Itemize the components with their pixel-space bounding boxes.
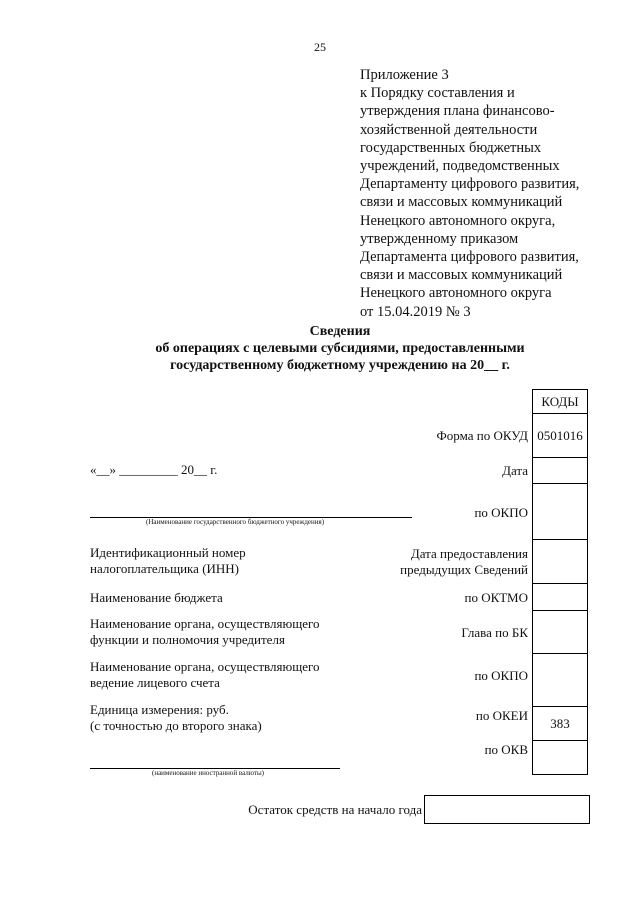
oktmo-label: по ОКТМО xyxy=(464,590,528,605)
unit-label: Единица измерения: руб. xyxy=(90,702,229,717)
oktmo-code-cell xyxy=(533,584,588,611)
balance-label: Остаток средств на начало года xyxy=(248,802,422,817)
okpo-label: по ОКПО xyxy=(474,505,528,520)
okv-label: по ОКВ xyxy=(484,742,528,757)
appendix-line: связи и массовых коммуникаций xyxy=(360,267,563,284)
appendix-line: Ненецкого автономного округа, xyxy=(360,212,556,229)
appendix-line: от 15.04.2019 № 3 xyxy=(360,303,471,320)
inn-label: Идентификационный номер xyxy=(90,545,246,560)
document-title: Сведения xyxy=(309,324,371,339)
page-number: 25 xyxy=(314,40,326,54)
codes-header: КОДЫ xyxy=(533,390,588,414)
inn-label-line2: налогоплательщика (ИНН) xyxy=(90,561,240,576)
budget-label: Наименование бюджета xyxy=(90,590,223,605)
balance-input-box[interactable] xyxy=(424,795,590,824)
glava-bk-label: Глава по БК xyxy=(461,625,528,640)
appendix-line: Департамента цифрового развития, xyxy=(360,249,579,266)
currency-caption: (наименование иностранной валюты) xyxy=(152,769,264,777)
prev-date-label-line2: предыдущих Сведений xyxy=(400,562,528,577)
account-label-line2: ведение лицевого счета xyxy=(90,675,220,690)
account-label: Наименование органа, осуществляющего xyxy=(90,659,320,674)
founder-label-line2: функции и полномочия учредителя xyxy=(90,632,285,647)
prev-date-code-cell xyxy=(533,540,588,584)
appendix-line: учреждений, подведомственных xyxy=(360,158,560,175)
date-label: Дата xyxy=(502,463,528,478)
appendix-line: Ненецкого автономного округа xyxy=(360,285,552,302)
okei-label: по ОКЕИ xyxy=(475,708,528,723)
okud-label: Форма по ОКУД xyxy=(436,428,528,443)
unit-label-line2: (с точностью до второго знака) xyxy=(90,718,262,733)
appendix-line: Департаменту цифрового развития, xyxy=(360,176,580,193)
prev-date-label: Дата предоставления xyxy=(410,546,528,561)
appendix-line: утвержденному приказом xyxy=(360,230,519,247)
okpo2-code-cell xyxy=(533,654,588,707)
appendix-line: к Порядку составления и xyxy=(360,85,515,102)
date-line: «__» _________ 20__ г. xyxy=(90,462,218,477)
appendix-line: связи и массовых коммуникаций xyxy=(360,194,563,211)
institution-caption: (Наименование государственного бюджетного учреждения) xyxy=(146,518,325,526)
appendix-line: Приложение 3 xyxy=(360,67,449,83)
okpo-code-cell xyxy=(533,484,588,540)
okud-code-cell: 0501016 xyxy=(533,414,588,458)
date-code-cell xyxy=(533,458,588,484)
appendix-line: государственных бюджетных xyxy=(360,139,542,156)
appendix-line: утверждения плана финансово- xyxy=(360,103,555,120)
appendix-line: хозяйственной деятельности xyxy=(360,121,538,138)
document-subtitle-line: государственному бюджетному учреждению на 20__ г. xyxy=(170,358,510,373)
founder-label: Наименование органа, осуществляющего xyxy=(90,616,320,631)
document-subtitle-line: об операциях с целевыми субсидиями, предоставленными xyxy=(155,341,525,356)
okpo2-label: по ОКПО xyxy=(474,668,528,683)
okv-code-cell xyxy=(533,741,588,775)
appendix-block xyxy=(360,66,620,321)
codes-table xyxy=(532,389,588,775)
okei-code-cell: 383 xyxy=(533,707,588,741)
glava-bk-code-cell xyxy=(533,611,588,654)
